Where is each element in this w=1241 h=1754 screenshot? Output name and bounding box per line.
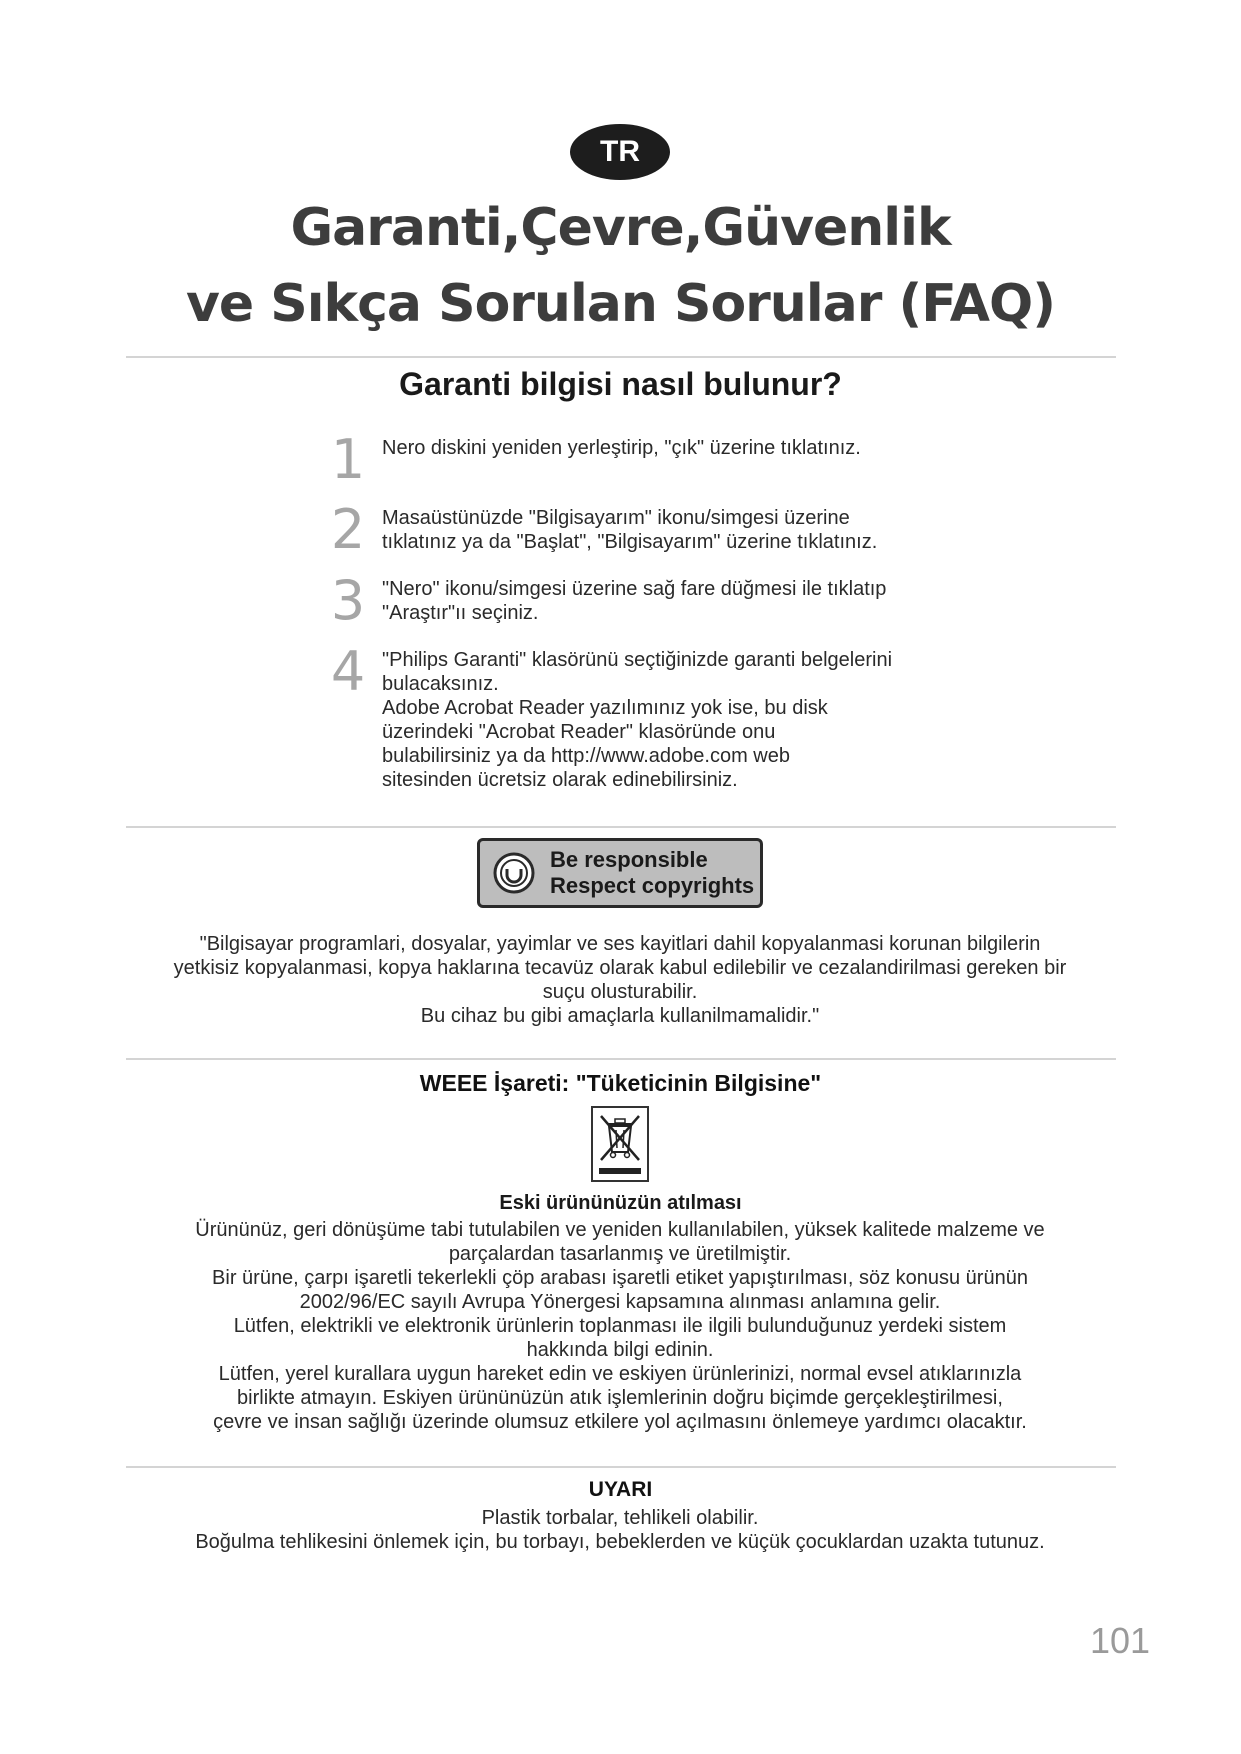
step-number: 1 <box>330 428 366 491</box>
disposal-heading: Eski ürününüzün atılması <box>499 1192 742 1214</box>
weee-line: Lütfen, yerel kurallara uygun hareket edin ve eskiyen ürünlerinizi, normal evsel atıklarınızla <box>218 1363 1022 1385</box>
copyright-notice <box>150 932 1090 1028</box>
step-number: 2 <box>330 498 366 561</box>
step-number: 4 <box>330 640 366 703</box>
notice-line: Bu cihaz bu gibi amaçlarla kullanilmamalidir." <box>420 1005 820 1027</box>
logo-line-1: Be responsible <box>550 847 708 872</box>
step-line: "Nero" ikonu/simgesi üzerine sağ fare düğmesi ile tıklatıp <box>382 578 887 600</box>
weee-text <box>150 1218 1090 1434</box>
warning-line: Plastik torbalar, tehlikeli olabilir. <box>481 1507 759 1529</box>
copyright-circle-icon <box>492 851 536 895</box>
weee-line: Ürününüz, geri dönüşüme tabi tutulabilen ve yeniden kullanılabilen, yüksek kalitede malzeme ve <box>195 1219 1045 1241</box>
step-line: tıklatınız ya da "Başlat", "Bilgisayarım" üzerine tıklatınız. <box>382 531 878 553</box>
divider <box>126 826 1116 828</box>
step-line: "Araştır"ıı seçiniz. <box>382 602 539 624</box>
divider <box>126 1466 1116 1468</box>
weee-line: hakkında bilgi edinin. <box>526 1339 714 1361</box>
logo-text <box>550 847 754 899</box>
page-title <box>0 190 1241 342</box>
step-line: Masaüstünüzde "Bilgisayarım" ikonu/simgesi üzerine <box>382 507 850 529</box>
step-line: üzerindeki "Acrobat Reader" klasöründe onu <box>382 721 776 743</box>
weee-line: parçalardan tasarlanmış ve üretilmiştir. <box>448 1243 792 1265</box>
logo-line-2: Respect copyrights <box>550 873 755 898</box>
step-line: sitesinden ücretsiz olarak edinebilirsiniz. <box>382 769 738 791</box>
step-line: Adobe Acrobat Reader yazılımınız yok ise, bu disk <box>382 697 828 719</box>
weee-line: çevre ve insan sağlığı üzerinde olumsuz etkilere yol açılmasını önlemeye yardımcı olacaktır. <box>213 1411 1027 1433</box>
notice-line: yetkisiz kopyalanmasi, kopya haklarına tecavüz olarak kabul edilebilir ve cezalandirilmasi gereken bir <box>173 957 1067 979</box>
notice-line: suçu olusturabilir. <box>542 981 698 1003</box>
notice-line: "Bilgisayar programlari, dosyalar, yayimlar ve ses kayitlari dahil kopyalanmasi korunan bilgilerin <box>199 933 1041 955</box>
step-line: Nero diskini yeniden yerleştirip, "çık" üzerine tıklatınız. <box>382 437 861 459</box>
warning-heading: UYARI <box>588 1478 653 1501</box>
weee-line: birlikte atmayın. Eskiyen ürününüzün atık işlemlerinin doğru biçimde gerçekleştirilmesi, <box>237 1387 1003 1409</box>
warning-text <box>150 1506 1090 1554</box>
step-line: bulabilirsiniz ya da http://www.adobe.com web <box>382 745 790 767</box>
respect-copyrights-logo <box>477 838 763 908</box>
language-badge: TR <box>570 124 670 180</box>
step-number: 3 <box>330 569 366 632</box>
divider <box>126 356 1116 358</box>
page-title-line-1: Garanti,Çevre,Güvenlik <box>290 198 951 258</box>
step-text <box>382 648 942 792</box>
weee-line: Bir ürüne, çarpı işaretli tekerlekli çöp arabası işaretli etiket yapıştırılması, söz konusu ürünün <box>212 1267 1028 1289</box>
warranty-heading: Garanti bilgisi nasıl bulunur? <box>399 366 842 402</box>
step-text <box>382 506 942 554</box>
weee-line: 2002/96/EC sayılı Avrupa Yönergesi kapsamına alınması anlamına gelir. <box>299 1291 941 1313</box>
warning-line: Boğulma tehlikesini önlemek için, bu torbayı, bebeklerden ve küçük çocuklardan uzakta tutunuz. <box>195 1531 1045 1553</box>
step-text <box>382 436 942 460</box>
step-line: bulacaksınız. <box>382 673 499 695</box>
step-text <box>382 577 942 625</box>
step-line: "Philips Garanti" klasörünü seçtiğinizde garanti belgelerini <box>382 649 893 671</box>
page-number: 101 <box>1090 1620 1151 1661</box>
divider <box>126 1058 1116 1060</box>
page-title-line-2: ve Sıkça Sorulan Sorular (FAQ) <box>185 274 1056 334</box>
weee-heading: WEEE İşareti: "Tüketicinin Bilgisine" <box>419 1070 822 1096</box>
crossed-out-wheelie-bin-icon <box>591 1106 649 1182</box>
weee-line: Lütfen, elektrikli ve elektronik ürünlerin toplanması ile ilgili bulunduğunuz yerdeki sistem <box>233 1315 1007 1337</box>
